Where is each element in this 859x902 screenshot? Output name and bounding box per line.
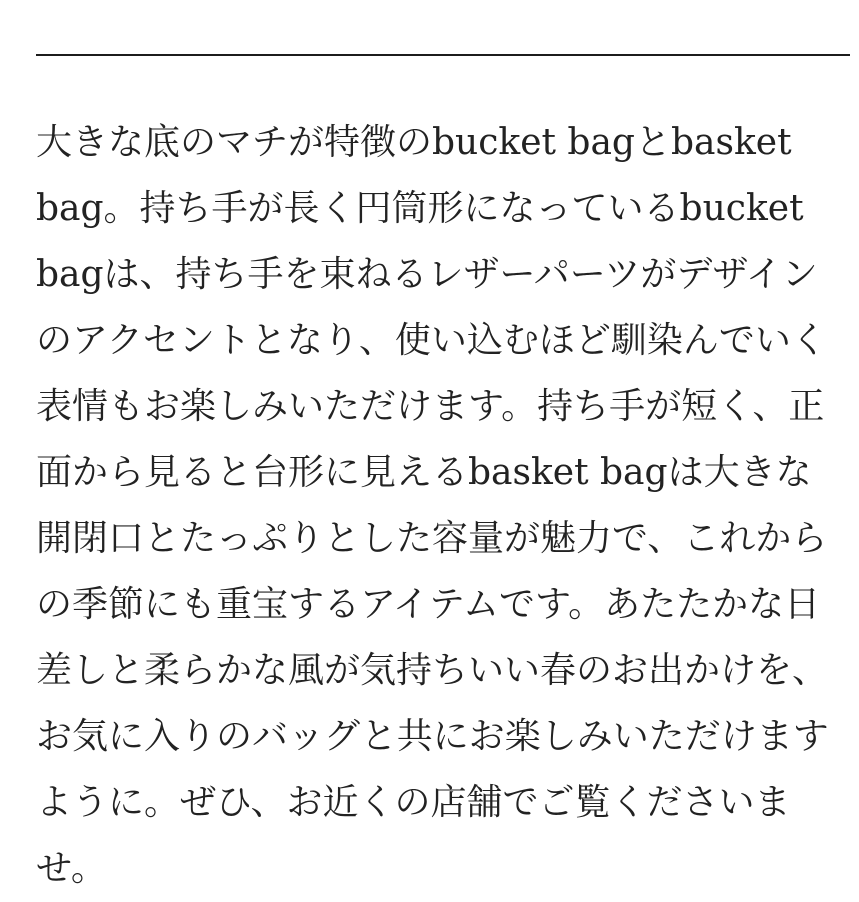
text-line: bagは、持ち手を束ねるレザーパーツがデザイン <box>36 254 818 295</box>
text-line: の季節にも重宝するアイテムです。あたたかな日 <box>36 584 821 625</box>
text-line: 差しと柔らかな風が気持ちいい春のお出かけを、 <box>36 650 829 691</box>
article-body <box>36 110 852 902</box>
text-line: せ。 <box>36 848 107 889</box>
text-line: のアクセントとなり、使い込むほど馴染んでいく <box>36 320 827 361</box>
text-line: お気に入りのバッグと共にお楽しみいただけます <box>36 716 829 757</box>
text-line: ように。ぜひ、お近くの店舗でご覧くださいま <box>36 782 791 823</box>
text-line: 大きな底のマチが特徴のbucket bagとbasket <box>36 122 792 163</box>
text-line: 面から見ると台形に見えるbasket bagは大きな <box>36 452 812 493</box>
text-line: 開閉口とたっぷりとした容量が魅力で、これから <box>36 518 828 559</box>
divider-line <box>36 54 850 56</box>
text-line: bag。持ち手が長く円筒形になっているbucket <box>36 188 804 229</box>
text-line: 表情もお楽しみいただけます。持ち手が短く、正 <box>36 386 825 427</box>
